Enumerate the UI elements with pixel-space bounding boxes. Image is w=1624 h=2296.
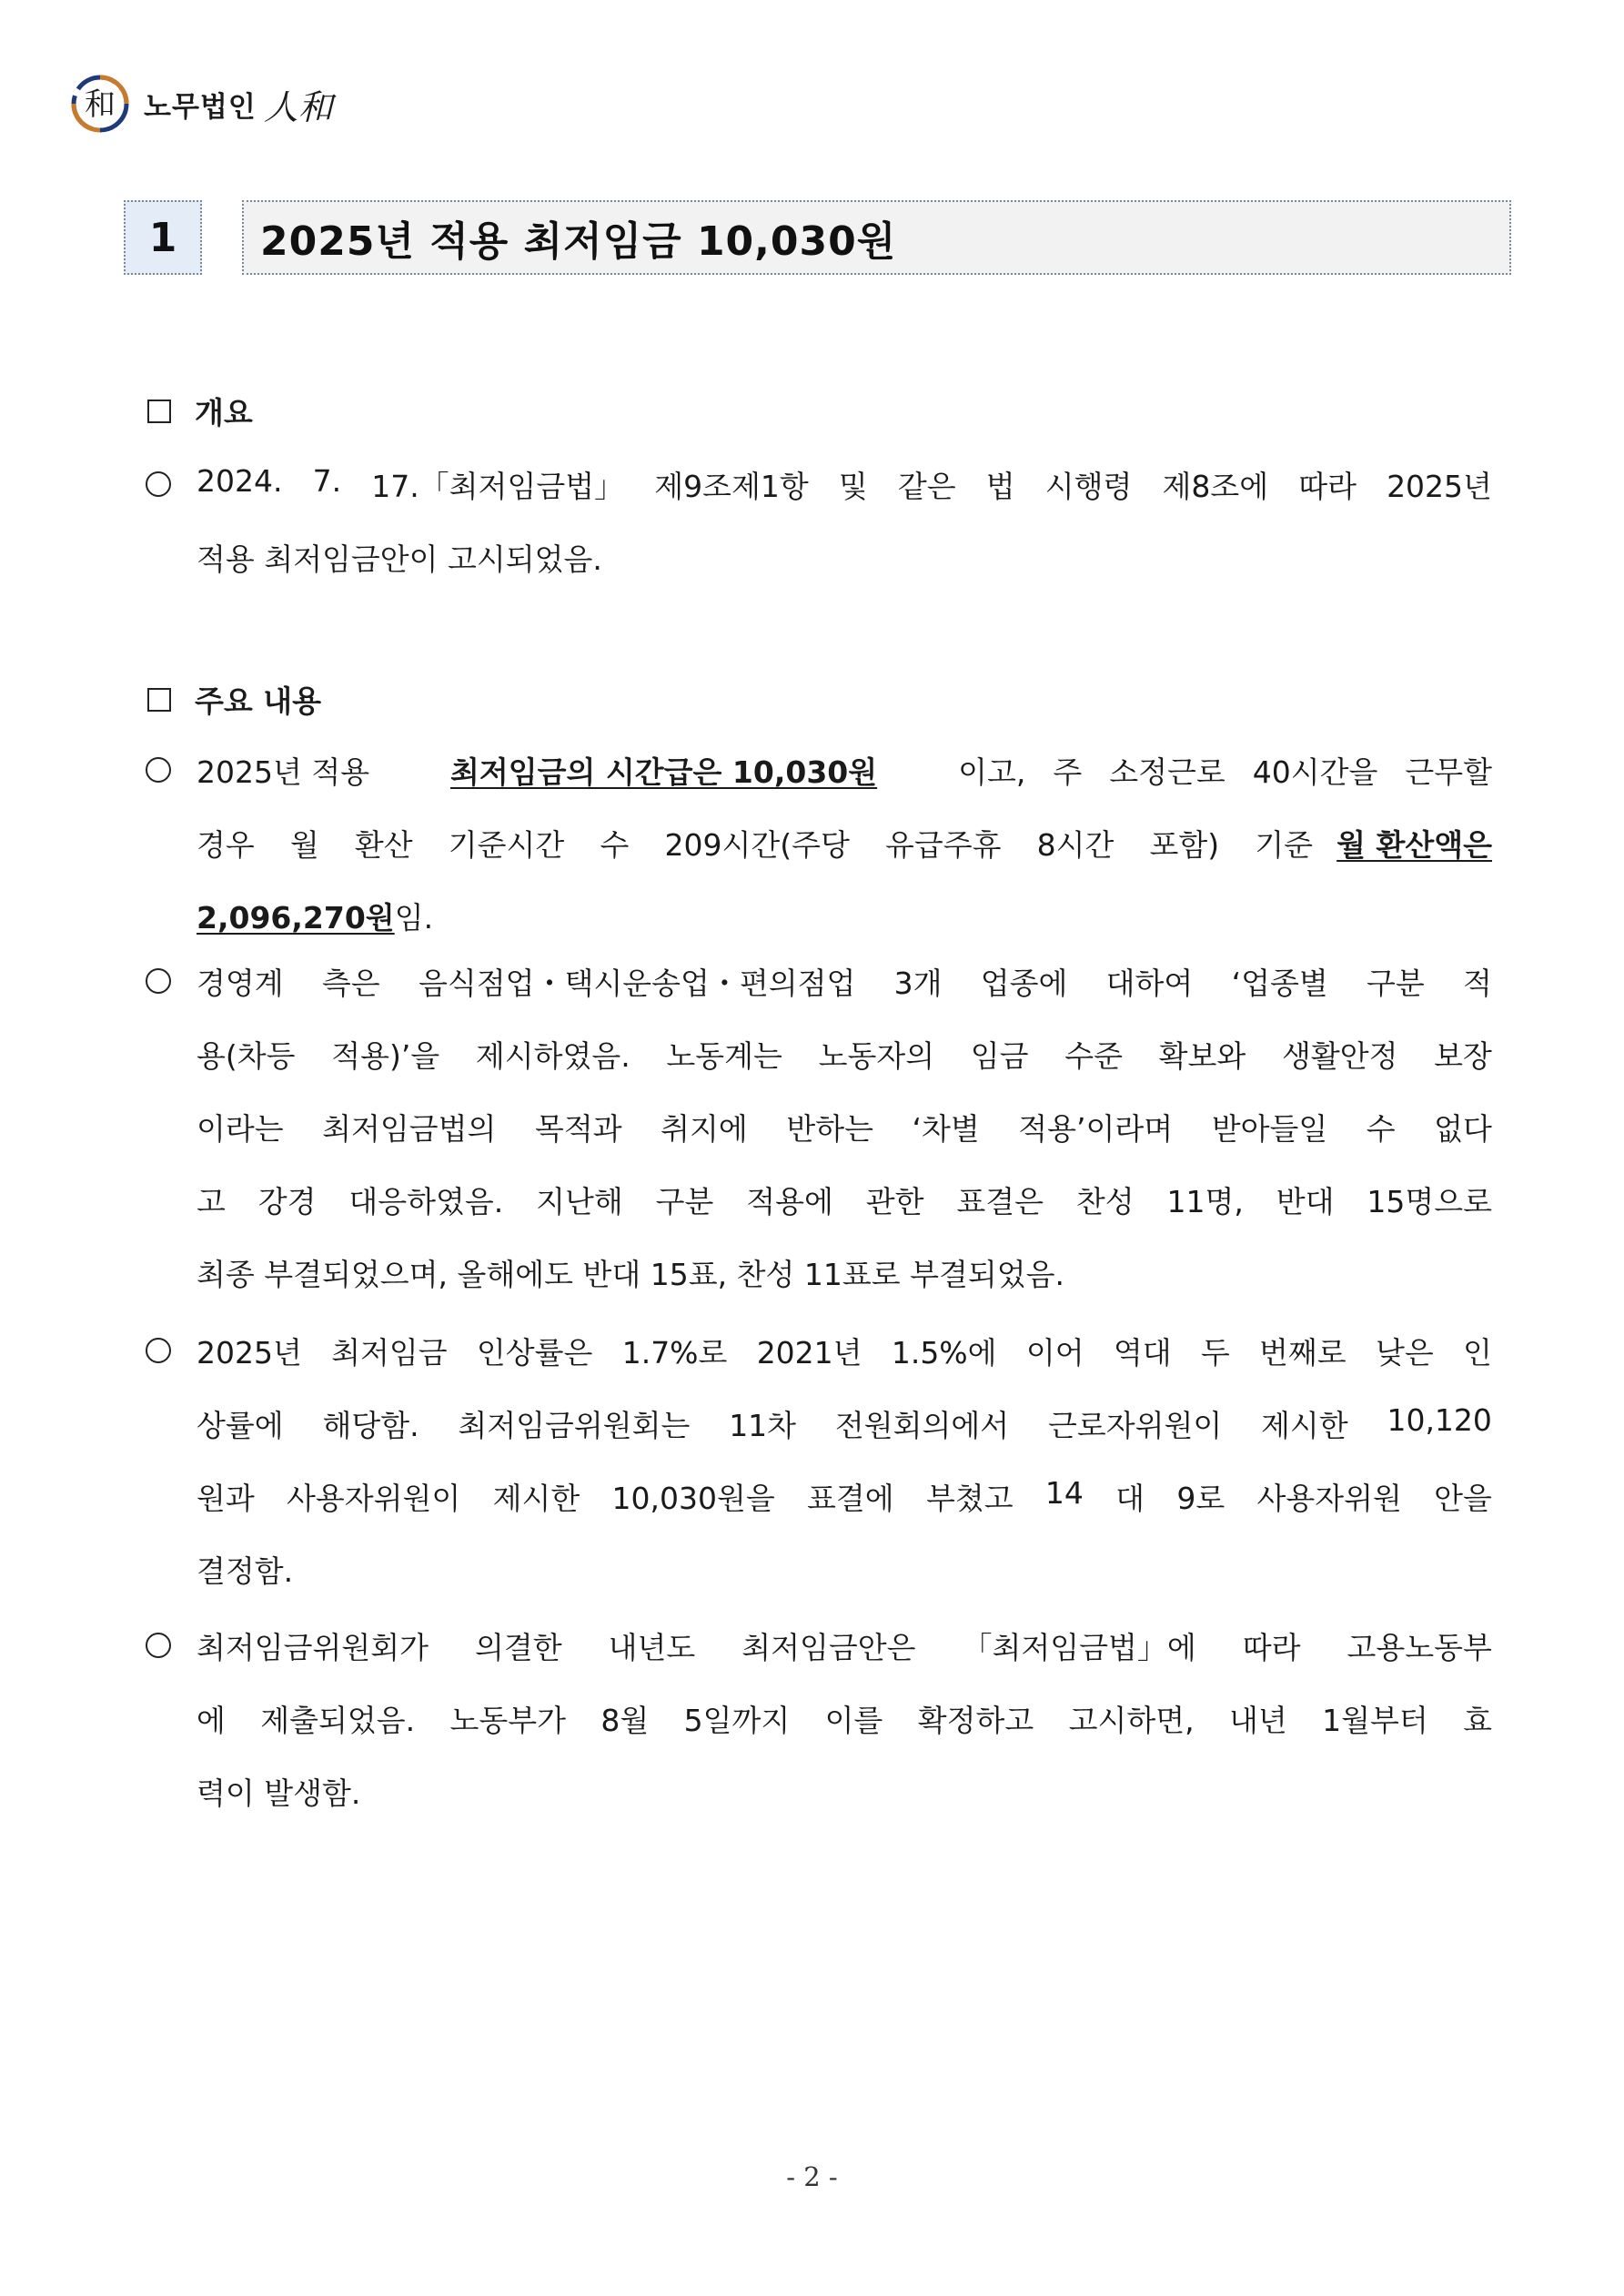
word: 209시간(주당 <box>664 826 850 863</box>
word: 구분 <box>1366 965 1425 1001</box>
word: 14 <box>1044 1474 1084 1511</box>
main-heading <box>146 678 321 721</box>
p1-line-3-tail: 임. <box>394 899 434 936</box>
word: 이라는 <box>197 1110 284 1147</box>
word: 포함) <box>1149 826 1220 863</box>
p1-line-1 <box>197 749 1492 792</box>
word: 근무할 <box>1405 754 1492 790</box>
word: 경우 <box>197 826 255 863</box>
word: 적 <box>1463 965 1492 1001</box>
circle-bullet-icon <box>146 471 171 497</box>
word: 1.5%에 <box>891 1334 997 1371</box>
page-title: 2025년 적용 최저임금 10,030원 <box>242 200 1511 275</box>
word: 1월부터 <box>1322 1702 1428 1738</box>
section-number: 1 <box>124 200 202 275</box>
word: 기준시간 <box>448 826 565 863</box>
main-heading-label: 주요 내용 <box>195 683 322 719</box>
word: 최저임금안은 <box>741 1629 916 1665</box>
word: 확보와 <box>1158 1037 1246 1074</box>
word: 상률에 <box>197 1407 284 1443</box>
word: 이어 <box>1025 1334 1084 1371</box>
word: 인상률은 <box>476 1334 593 1371</box>
circle-bullet-icon <box>146 757 171 783</box>
word: 1.7%로 <box>621 1334 728 1371</box>
brand-name: 노무법인 <box>144 90 257 124</box>
overview-paragraph <box>146 448 1492 593</box>
word: 2024. <box>197 462 283 499</box>
word: 대 <box>1115 1480 1145 1516</box>
p1-text: 2025년 적용 <box>197 754 370 790</box>
word: 구분 <box>655 1183 714 1219</box>
word: 2025년 <box>197 1334 302 1371</box>
word: 10,030원을 <box>611 1480 775 1516</box>
word: 표결은 <box>956 1183 1044 1219</box>
word: 없다 <box>1434 1110 1492 1147</box>
main-paragraph-3 <box>146 1314 1492 1605</box>
word: 3개 <box>893 965 943 1001</box>
word: ‘차별 <box>912 1110 980 1147</box>
overview-line-1 <box>197 463 1492 506</box>
word: 효 <box>1463 1702 1492 1738</box>
word: 제8조에 <box>1162 468 1269 504</box>
word: 업종에 <box>980 965 1068 1001</box>
main-paragraph-2 <box>146 945 1492 1309</box>
p4-line-1 <box>197 1624 1492 1667</box>
word: 전원회의에서 <box>834 1407 1010 1443</box>
word: 최저임금위원회가 <box>197 1629 429 1665</box>
word: 수 <box>600 826 630 863</box>
word: 월 <box>289 826 319 863</box>
word: 수 <box>1366 1110 1396 1147</box>
circle-bullet-icon <box>146 1338 171 1363</box>
word: 적용에 <box>746 1183 833 1219</box>
word: 원과 <box>197 1480 255 1516</box>
word: 관한 <box>865 1183 924 1219</box>
word: 반대 <box>1276 1183 1335 1219</box>
word: 사용자위원 <box>1256 1480 1402 1516</box>
word: 대하여 <box>1105 965 1194 1001</box>
word: 내년도 <box>608 1629 696 1665</box>
word: 고시하면, <box>1068 1702 1195 1738</box>
word: 최저임금 <box>331 1334 448 1371</box>
word: 환산 <box>354 826 413 863</box>
word: 2021년 <box>756 1334 862 1371</box>
word: 경영계 <box>197 965 284 1001</box>
word: 최저임금법의 <box>322 1110 497 1147</box>
brand-hanja: 人和 <box>263 86 333 127</box>
p1-line-3 <box>197 879 1492 952</box>
word: 용(차등 <box>197 1037 296 1074</box>
p1-line-2-words <box>197 822 1313 865</box>
word: 취지에 <box>661 1110 748 1147</box>
circle-bullet-icon <box>146 968 171 994</box>
word: 찬성 <box>1075 1183 1135 1219</box>
p3-line-1 <box>197 1330 1492 1372</box>
word: 이고, <box>958 754 1026 790</box>
word: 최저임금위원회는 <box>458 1407 691 1443</box>
word: 주 <box>1053 754 1083 790</box>
word: 제시한 <box>492 1480 580 1516</box>
word: 대응하였음. <box>348 1183 504 1219</box>
word: 역대 <box>1113 1334 1172 1371</box>
word: 노동자의 <box>818 1037 935 1074</box>
word: 보장 <box>1434 1037 1492 1074</box>
word: 에 <box>197 1702 226 1738</box>
word: 확정하고 <box>917 1702 1034 1738</box>
p3-line-4: 결정함. <box>197 1553 294 1589</box>
p1-tail <box>958 749 1492 792</box>
p4-line-2 <box>197 1697 1492 1740</box>
word: 내년 <box>1228 1702 1287 1738</box>
word: 수준 <box>1064 1037 1123 1074</box>
word: 5일까지 <box>683 1702 791 1738</box>
word: 따라 <box>1298 468 1357 504</box>
word: 같은 <box>897 468 956 504</box>
word: ‘업종별 <box>1231 965 1328 1001</box>
word: 표결에 <box>807 1480 894 1516</box>
word: 11명, <box>1166 1183 1244 1219</box>
word: 40시간을 <box>1252 754 1378 790</box>
word: 따라 <box>1242 1629 1301 1665</box>
word: 유급주휴 <box>884 826 1002 863</box>
word: 해당함. <box>322 1407 419 1443</box>
word: 17.「최저임금법」 <box>371 468 625 504</box>
word: 15명으로 <box>1367 1183 1492 1219</box>
p3-line-3 <box>197 1475 1492 1518</box>
word: 이를 <box>824 1702 883 1738</box>
word: 노동계는 <box>666 1037 782 1074</box>
word: 노동부가 <box>449 1702 567 1738</box>
word: 근로자위원이 <box>1047 1407 1223 1443</box>
overview-heading <box>146 389 253 432</box>
p2-line-3 <box>197 1106 1492 1148</box>
word: 임금 <box>970 1037 1029 1074</box>
word: 생활안정 <box>1281 1037 1398 1074</box>
word: 소정근로 <box>1109 754 1226 790</box>
word: 번째로 <box>1259 1334 1347 1371</box>
word: 적용)’을 <box>331 1037 440 1074</box>
circle-bullet-icon <box>146 1633 171 1658</box>
p3-line-2 <box>197 1402 1492 1445</box>
word: 고 <box>197 1183 226 1219</box>
word: 제시하였음. <box>475 1037 630 1074</box>
word: 8월 <box>600 1702 650 1738</box>
word: 받아들일 <box>1211 1110 1328 1147</box>
svg-text:和: 和 <box>85 86 116 123</box>
word: 제출되었음. <box>260 1702 416 1738</box>
word: 적용’이라며 <box>1018 1110 1174 1147</box>
word: 제시한 <box>1261 1407 1348 1443</box>
word: 10,120 <box>1387 1401 1492 1438</box>
word: 부쳤고 <box>925 1480 1014 1516</box>
word: 제9조제1항 <box>654 468 809 504</box>
overview-line-2: 적용 최저임금안이 고시되었음. <box>197 541 602 577</box>
p1-line-2 <box>197 822 1492 865</box>
word: 「최저임금법」에 <box>962 1629 1196 1665</box>
word: 고용노동부 <box>1347 1629 1492 1665</box>
word: 측은 <box>321 965 380 1001</box>
word: 의결한 <box>475 1629 562 1665</box>
word: 반하는 <box>786 1110 873 1147</box>
word: 11차 <box>729 1407 797 1443</box>
word: 기준 <box>1255 826 1314 863</box>
p2-line-5: 최종 부결되었으며, 올해에도 반대 15표, 찬성 11표로 부결되었음. <box>197 1256 1064 1292</box>
main-paragraph-4 <box>146 1609 1492 1827</box>
word: 낮은 <box>1375 1334 1434 1371</box>
hourly-wage-highlight: 최저임금의 시간급은 10,030원 <box>450 754 878 790</box>
checkbox-square-icon <box>147 688 171 712</box>
word: 인 <box>1462 1334 1492 1371</box>
monthly-amount-label: 월 환산액은 <box>1337 826 1492 863</box>
overview-heading-label: 개요 <box>195 395 253 430</box>
page-number: - 2 - <box>786 2161 838 2192</box>
word: 8시간 <box>1036 826 1115 863</box>
checkbox-square-icon <box>147 400 171 423</box>
word: 2025년 <box>1387 468 1492 504</box>
word: 음식점업・택시운송업・편의점업 <box>418 965 856 1001</box>
word: 시행령 <box>1044 468 1133 504</box>
word: 지난해 <box>536 1183 623 1219</box>
word: 9로 <box>1176 1480 1226 1516</box>
monthly-amount-value: 2,096,270원 <box>197 899 395 936</box>
word: 법 <box>985 468 1015 504</box>
p2-line-1 <box>197 960 1492 1003</box>
p2-line-4 <box>197 1178 1492 1221</box>
header <box>69 73 333 135</box>
word: 목적과 <box>534 1110 622 1147</box>
p4-line-3: 력이 발생함. <box>197 1775 361 1811</box>
word: 강경 <box>257 1183 317 1219</box>
main-paragraph-1 <box>146 733 1492 952</box>
word: 두 <box>1200 1334 1230 1371</box>
word: 안을 <box>1434 1480 1492 1516</box>
word: 및 <box>838 468 868 504</box>
word: 7. <box>312 462 342 499</box>
p2-line-2 <box>197 1033 1492 1076</box>
word: 사용자위원이 <box>287 1480 461 1516</box>
firm-logo-icon <box>69 73 131 135</box>
